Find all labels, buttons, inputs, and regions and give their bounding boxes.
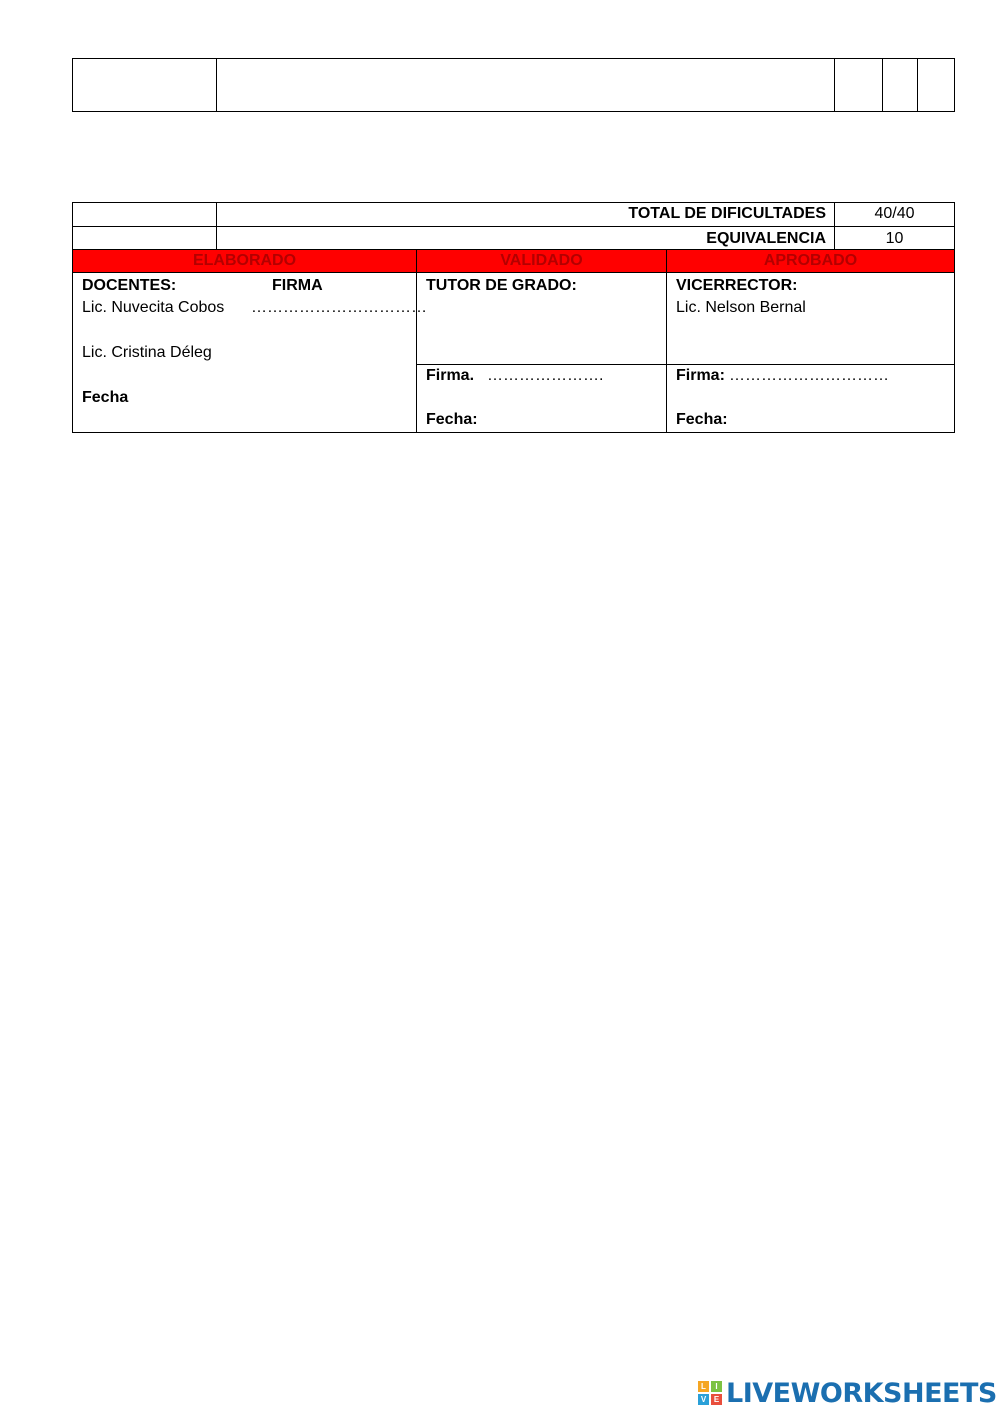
header-validado: VALIDADO bbox=[416, 249, 667, 273]
header-elaborado: ELABORADO bbox=[72, 249, 417, 273]
teacher-2-name: Lic. Cristina Déleg bbox=[82, 344, 212, 361]
logo-mark-icon bbox=[698, 1381, 722, 1405]
totals-table bbox=[72, 202, 955, 250]
empty-cell-4 bbox=[882, 58, 918, 112]
totals-blank-cell-1 bbox=[72, 202, 217, 227]
total-label-cell bbox=[216, 202, 835, 227]
vicerrector-fecha-label: Fecha: bbox=[676, 411, 728, 428]
docentes-label: DOCENTES: bbox=[82, 277, 177, 294]
firma-label: FIRMA bbox=[272, 277, 323, 294]
tutor-firma-line: …………………. bbox=[487, 367, 604, 384]
total-label: TOTAL DE DIFICULTADES bbox=[628, 205, 826, 222]
fecha-label: Fecha bbox=[82, 389, 129, 406]
empty-cell-1 bbox=[72, 58, 217, 112]
tutor-fecha-label: Fecha: bbox=[426, 411, 478, 428]
empty-cell-2 bbox=[216, 58, 835, 112]
validado-bottom-cell bbox=[416, 364, 667, 433]
logo-text: LIVEWORKSHEETS bbox=[726, 1377, 997, 1409]
vicerrector-label: VICERRECTOR: bbox=[676, 277, 798, 294]
tutor-label: TUTOR DE GRADO: bbox=[426, 277, 577, 294]
empty-table-row bbox=[72, 58, 955, 112]
logo-letter-e: E bbox=[711, 1394, 722, 1405]
logo-letter-v: V bbox=[698, 1394, 709, 1405]
header-aprobado: APROBADO bbox=[666, 249, 955, 273]
aprobado-top-cell bbox=[666, 272, 955, 365]
equivalence-value-cell bbox=[834, 226, 955, 251]
liveworksheets-logo bbox=[698, 1378, 997, 1408]
aprobado-bottom-cell bbox=[666, 364, 955, 433]
vicerrector-firma-line: ………………………… bbox=[729, 367, 889, 384]
logo-letter-i: I bbox=[711, 1381, 722, 1392]
vicerrector-firma-label: Firma: bbox=[676, 367, 725, 384]
equivalence-value: 10 bbox=[885, 230, 904, 247]
teacher-1-signature-line: …………………………… bbox=[251, 299, 427, 316]
teacher-1-name: Lic. Nuvecita Cobos bbox=[82, 299, 225, 316]
logo-letter-l: L bbox=[698, 1381, 709, 1392]
equivalence-label-cell bbox=[216, 226, 835, 251]
equivalence-label: EQUIVALENCIA bbox=[706, 230, 826, 247]
empty-cell-3 bbox=[834, 58, 883, 112]
total-value-cell bbox=[834, 202, 955, 227]
approval-table bbox=[72, 249, 955, 433]
empty-cell-5 bbox=[917, 58, 955, 112]
tutor-firma-label: Firma. bbox=[426, 367, 475, 384]
vicerrector-name: Lic. Nelson Bernal bbox=[676, 299, 806, 316]
total-value: 40/40 bbox=[874, 205, 915, 222]
totals-blank-cell-2 bbox=[72, 226, 217, 251]
elaborado-cell bbox=[72, 272, 427, 433]
validado-top-cell bbox=[416, 272, 667, 365]
